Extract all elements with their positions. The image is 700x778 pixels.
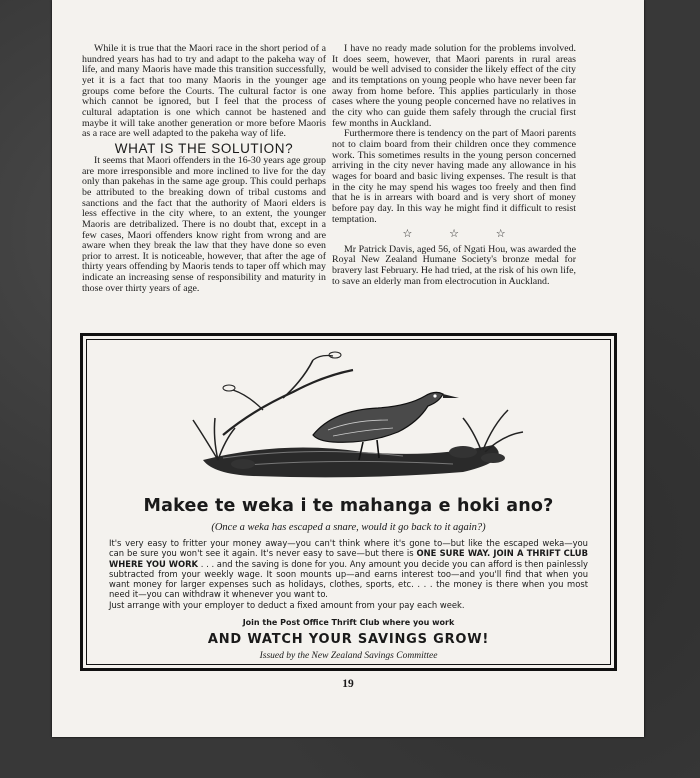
body-emphasis: ONE SURE WAY. JOIN A THRIFT CLUB WHERE YOU WORK: [109, 548, 588, 569]
right-paragraph-2: Furthermore there is tendency on the part of Maori parents not to claim board from their children once they commence work. This sometimes results in the young person concerned arriving in the city never having made any allowance in his wages for board and basic living expenses. The result is that in the city he may spend his wages too freely and then find that he is in arrears with board and is very short of money before pay day. In this way he might find it difficult to resist temptation.: [332, 128, 576, 225]
body-text-part-1: It's very easy to fritter your money away—you can't think where it's gone to—but like the escaped weka—you can be sure you won't see it again. It's never easy to save—but there is: [109, 538, 588, 559]
section-heading: WHAT IS THE SOLUTION?: [114, 140, 294, 156]
left-column: [82, 44, 326, 294]
page-number: 19: [342, 678, 354, 690]
star-icon: ☆: [449, 228, 459, 241]
right-paragraph-1: I have no ready made solution for the problems involved. It does seem, however, that Maori parents in rural areas would be well advised to consider the likely effect of the city and its temptations on young people who have never been far away from home before. This applies particularly in those cases where the young people concerned have no relatives in the city who can guide them safely through the crucial first few months in Auckland.: [332, 43, 576, 129]
right-column: [332, 44, 576, 287]
advertisement-join-line: Join the Post Office Thrift Club where you work: [242, 618, 455, 627]
star-divider: [332, 229, 576, 240]
body-text-part-2: . . . and the saving is done for you. Any amount you decide you can afford is then painlessly subtracted from your weekly wage. It soon mounts up—and earns interest too—and you'll find that when you want money for larger expenses such as holidays, clothes, sports, etc. . . . the money is there when you most need it—you can withdraw it whenever you want to.: [109, 558, 588, 600]
left-paragraph-2: It seems that Maori offenders in the 16-30 years age group are more irresponsible and more inclined to live for the day only than pakehas in the same age group. This could perhaps be attributed to the breaking down of tribal customs and sanctions and the fact that the authority of Maori elders is less effective in the city where, to an extent, the younger Maoris are detribalized. There is no doubt that, except in a few cases, Maori offenders know right from wrong and are aware when they break the law that they have done so even prior to arrest. It is noticeable, however, that after the age of thirty years offending by Maoris tends to taper off which may indicate an increasing sense of responsibility and maturity in those over thirty years of age.: [82, 154, 326, 294]
advertisement-body: [109, 538, 588, 610]
weka-bird-illustration: [163, 340, 543, 490]
right-paragraph-3: Mr Patrick Davis, aged 56, of Ngati Hou, was awarded the Royal New Zealand Humane Society's bronze medal for bravery last February. He had tried, at the risk of his own life, to save an elderly man from electrocution in Auckland.: [332, 243, 576, 287]
left-paragraph-1: While it is true that the Maori race in the short period of a hundred years has had to try and adapt to the pakeha way of life, and many Maoris have made this transition successfully, yet it is a fact that too many Maoris in the younger age groups come before the Courts. The cultural factor is one which cannot be ignored, but I feel that the process of cultural adaptation is one which cannot be hastened and maybe it will take another generation or more before Maoris as a race are well adapted to the pakeha way of life.: [82, 43, 326, 140]
advertisement-body-line-2: Just arrange with your employer to deduct a fixed amount from your pay each week.: [109, 599, 465, 610]
advertisement-translation: (Once a weka has escaped a snare, would it go back to it again?): [211, 522, 486, 533]
magazine-page: [52, 0, 644, 737]
advertisement-body-paragraph: [109, 538, 588, 600]
advertisement-slogan: AND WATCH YOUR SAVINGS GROW!: [207, 632, 490, 647]
advertisement-issued-by: Issued by the New Zealand Savings Committee: [259, 651, 438, 661]
star-icon: ☆: [495, 228, 506, 241]
star-icon: ☆: [402, 228, 413, 241]
advertisement-headline: Makee te weka i te mahanga e hoki ano?: [143, 496, 554, 516]
savings-advertisement: [80, 333, 617, 671]
